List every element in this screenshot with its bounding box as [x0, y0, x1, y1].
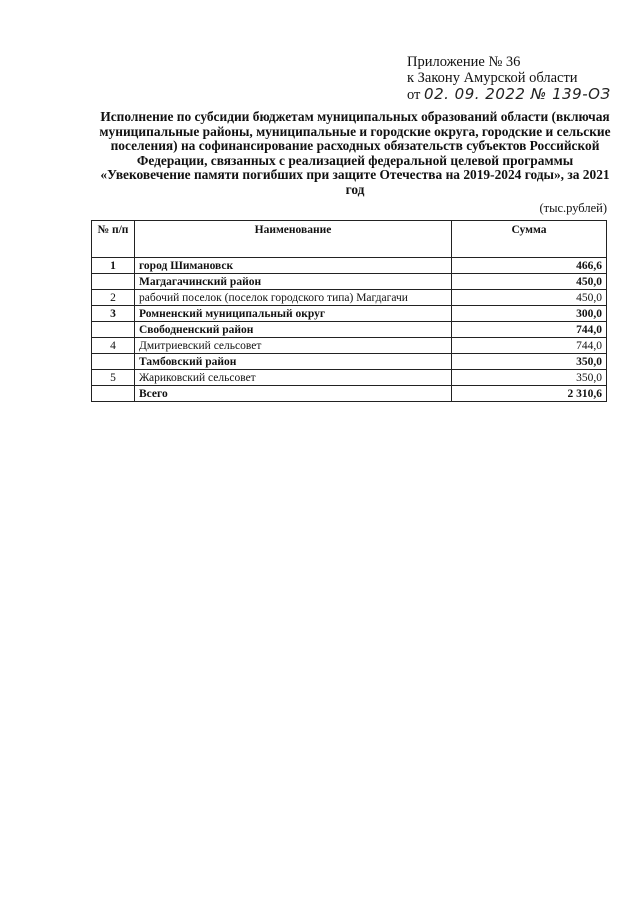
table-header-row [92, 221, 607, 258]
appendix-block [407, 54, 627, 103]
row-sum-cell: 744,0 [452, 322, 607, 338]
appendix-date-line [407, 86, 627, 103]
table-row [92, 354, 607, 370]
appendix-date-prefix: от [407, 87, 421, 103]
row-num-cell [92, 386, 135, 402]
row-sum-cell: 300,0 [452, 306, 607, 322]
row-name-cell: Ромненский муниципальный округ [135, 306, 452, 322]
table-row [92, 274, 607, 290]
row-name-cell: рабочий поселок (поселок городского типа) Магдагачи [135, 290, 452, 306]
row-name-cell: Тамбовский район [135, 354, 452, 370]
table-body [92, 258, 607, 402]
row-name-cell: Жариковский сельсовет [135, 370, 452, 386]
row-sum-cell: 744,0 [452, 338, 607, 354]
appendix-number: Приложение № 36 [407, 54, 521, 70]
row-sum-cell: 2 310,6 [452, 386, 607, 402]
header-sum: Сумма [452, 221, 607, 258]
subsidy-table [91, 220, 607, 402]
table-row [92, 386, 607, 402]
handwritten-date-number: 02. 09. 2022 № 139-ОЗ [424, 85, 611, 103]
row-num-cell [92, 322, 135, 338]
table-row [92, 370, 607, 386]
table-row [92, 338, 607, 354]
row-num-cell: 3 [92, 306, 135, 322]
row-name-cell: Свободненский район [135, 322, 452, 338]
row-sum-cell: 450,0 [452, 274, 607, 290]
units-label: (тыс.рублей) [539, 201, 607, 215]
appendix-law-reference: к Закону Амурской области [407, 70, 578, 86]
row-num-cell [92, 274, 135, 290]
row-sum-cell: 350,0 [452, 370, 607, 386]
row-name-cell: Всего [135, 386, 452, 402]
row-name-cell: город Шимановск [135, 258, 452, 274]
row-num-cell: 4 [92, 338, 135, 354]
row-num-cell: 1 [92, 258, 135, 274]
header-name: Наименование [135, 221, 452, 258]
table-row [92, 322, 607, 338]
row-sum-cell: 466,6 [452, 258, 607, 274]
row-sum-cell: 450,0 [452, 290, 607, 306]
row-name-cell: Магдагачинский район [135, 274, 452, 290]
document-title: Исполнение по субсидии бюджетам муниципальных образований области (включая муниципальные районы, муниципальные и городские округа, городские и сельские поселения) на софинансирование расходных обязательств субъектов Российской Федерации, связанных с реализацией федеральной целевой программы «Увековечение памяти погибших при защите Отечества на 2019-2024 годы», за 2021 год [99, 109, 611, 197]
header-num: № п/п [92, 221, 135, 258]
row-sum-cell: 350,0 [452, 354, 607, 370]
row-name-cell: Дмитриевский сельсовет [135, 338, 452, 354]
row-num-cell: 2 [92, 290, 135, 306]
table-row [92, 258, 607, 274]
table-row [92, 306, 607, 322]
table-row [92, 290, 607, 306]
row-num-cell: 5 [92, 370, 135, 386]
row-num-cell [92, 354, 135, 370]
